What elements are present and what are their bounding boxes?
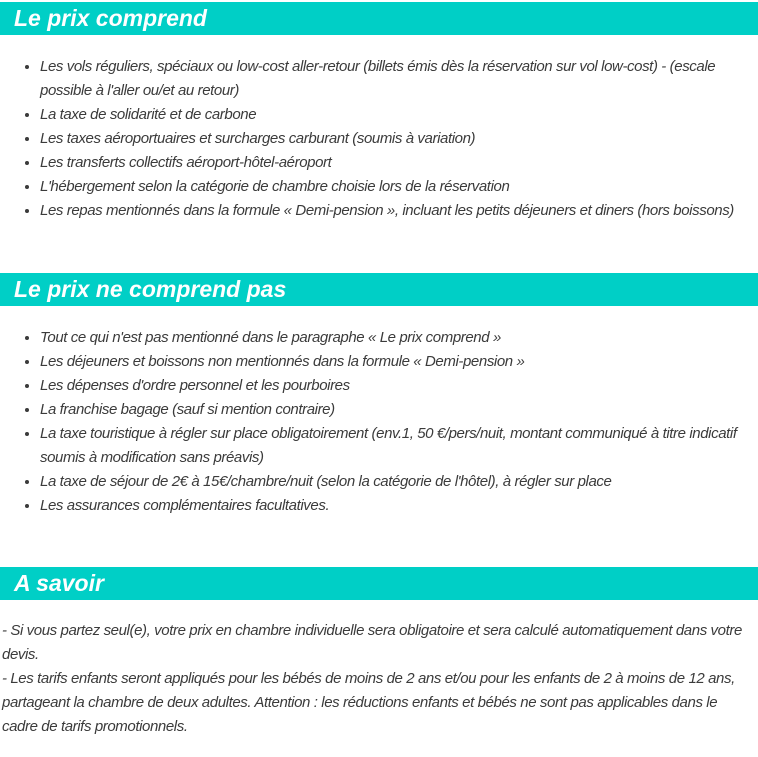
list-item: • Les assurances complémentaires facultatives. <box>40 494 748 518</box>
section-header-price-excludes <box>0 273 758 306</box>
list-item: • La franchise bagage (sauf si mention contraire) <box>40 398 748 422</box>
list-item: • Les taxes aéroportuaires et surcharges carburant (soumis à variation) <box>40 127 748 151</box>
section-title: Le prix comprend <box>14 5 207 31</box>
section-price-excludes <box>0 273 758 518</box>
list-item: • La taxe touristique à régler sur place obligatoirement (env.1, 50 €/pers/nuit, montant communiqué à titre indicatif soumis à modification sans préavis) <box>40 422 748 470</box>
note-paragraph: - Si vous partez seul(e), votre prix en chambre individuelle sera obligatoire et sera calculé automatiquement dans votre devis. <box>2 622 742 663</box>
list-item: • Les déjeuners et boissons non mentionnés dans la formule « Demi-pension » <box>40 350 748 374</box>
note-paragraph: - Les tarifs enfants seront appliqués pour les bébés de moins de 2 ans et/ou pour les enfants de 2 à moins de 12 ans, partageant la chambre de deux adultes. Attention : les réductions enfants et bébés ne sont pas applicables dans le cadre de tarifs promotionnels. <box>2 670 735 735</box>
section-header-price-includes <box>0 2 758 35</box>
list-item: • Les repas mentionnés dans la formule « Demi-pension », incluant les petits déjeuners et diners (hors boissons) <box>40 199 748 223</box>
price-excludes-list <box>0 326 758 518</box>
section-title: A savoir <box>14 570 104 596</box>
list-item: • Tout ce qui n'est pas mentionné dans le paragraphe « Le prix comprend » <box>40 326 748 350</box>
section-title: Le prix ne comprend pas <box>14 276 287 302</box>
list-item: • Les transferts collectifs aéroport-hôtel-aéroport <box>40 151 748 175</box>
list-item: • L'hébergement selon la catégorie de chambre choisie lors de la réservation <box>40 175 748 199</box>
section-price-includes <box>0 2 758 223</box>
list-item: • Les vols réguliers, spéciaux ou low-cost aller-retour (billets émis dès la réservation sur vol low-cost) - (escale possible à l'aller ou/et au retour) <box>40 55 748 103</box>
good-to-know-notes <box>0 619 758 739</box>
list-item: • Les dépenses d'ordre personnel et les pourboires <box>40 374 748 398</box>
price-includes-list <box>0 55 758 223</box>
section-header-good-to-know <box>0 567 758 600</box>
section-good-to-know <box>0 567 758 739</box>
list-item: • La taxe de solidarité et de carbone <box>40 103 748 127</box>
list-item: • La taxe de séjour de 2€ à 15€/chambre/nuit (selon la catégorie de l'hôtel), à régler sur place <box>40 470 748 494</box>
